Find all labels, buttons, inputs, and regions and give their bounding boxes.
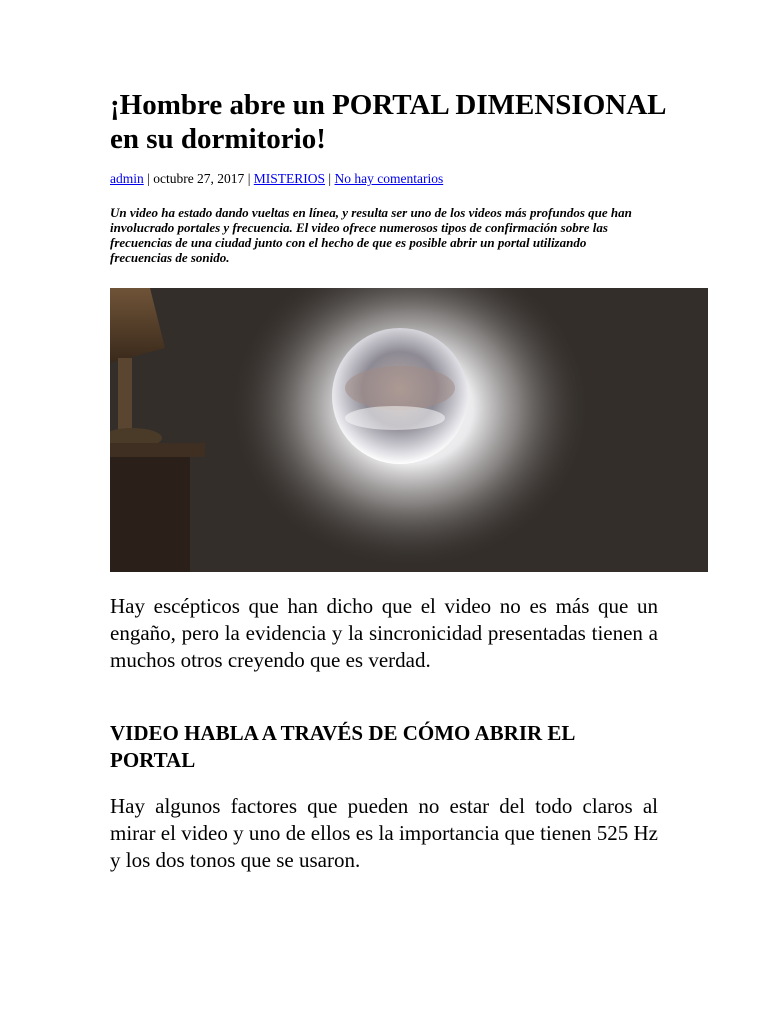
- meta-separator: |: [325, 171, 335, 186]
- article-title: ¡Hombre abre un PORTAL DIMENSIONAL en su dormitorio!: [110, 89, 665, 155]
- category-link[interactable]: MISTERIOS: [253, 171, 326, 186]
- publish-date: octubre 27, 2017: [153, 171, 245, 186]
- meta-separator: |: [143, 171, 154, 186]
- article-subheading: VIDEO HABLA A TRAVÉS DE CÓMO ABRIR EL PORTAL: [110, 721, 575, 772]
- article-lead: Un video ha estado dando vueltas en línea, y resulta ser uno de los videos más profundos que han involucrado portales y frecuencia. El video ofrece numerosos tipos de confirmación sobre las frecuencias de una ciudad junto con el hecho de que es posible abrir un portal utilizando frecuencias de sonido.: [110, 205, 632, 265]
- author-link[interactable]: admin: [110, 171, 144, 186]
- article-paragraph: Hay escépticos que han dicho que el video no es más que un engaño, pero la evidencia y la sincronicidad presentadas tienen a muchos otros creyendo que es verdad.: [110, 594, 658, 672]
- article-hero-image: [110, 288, 708, 572]
- meta-separator: |: [244, 171, 254, 186]
- comments-link[interactable]: No hay comentarios: [334, 171, 444, 186]
- article-paragraph: Hay algunos factores que pueden no estar del todo claros al mirar el video y uno de ellos es la importancia que tienen 525 Hz y los dos tonos que se usaron.: [110, 794, 658, 872]
- article-meta: [110, 170, 443, 188]
